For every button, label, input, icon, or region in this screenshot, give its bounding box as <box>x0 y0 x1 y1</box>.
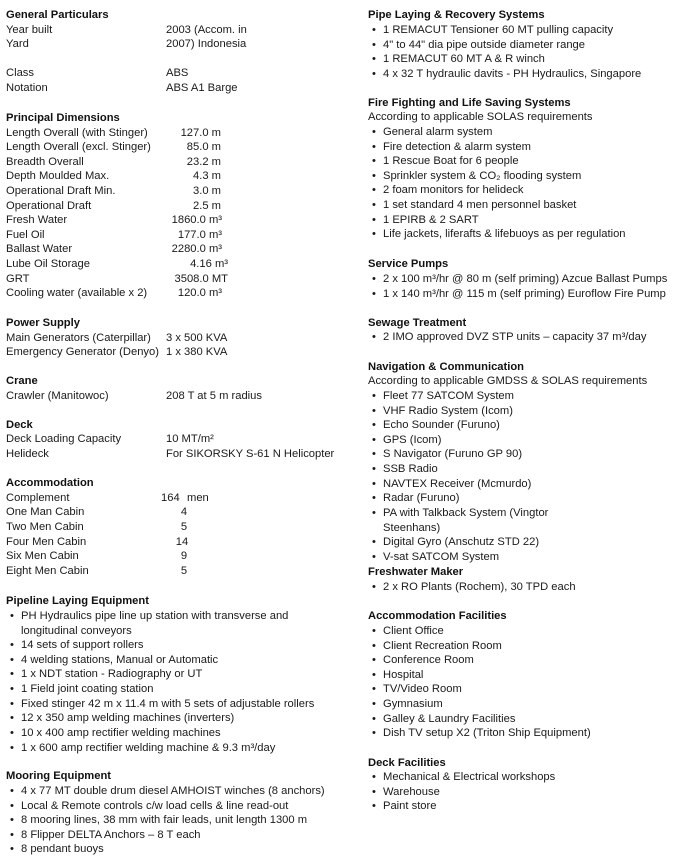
section-title-pumps: Service Pumps <box>368 258 449 270</box>
spec-row <box>6 66 346 81</box>
list-item-text: Local & Remote controls c/w load cells & line read-out <box>21 799 289 812</box>
list-item-text: Fleet 77 SATCOM System <box>383 390 514 402</box>
bullet-icon: • <box>372 492 376 505</box>
list-item-text: 1 Rescue Boat for 6 people <box>383 155 519 168</box>
bullet-icon: • <box>10 712 14 725</box>
list-item-text: Fire detection & alarm system <box>383 140 531 153</box>
spec-label: Helideck <box>6 448 49 460</box>
list-item-text: 8 mooring lines, 38 mm with fair leads, unit length 1300 m <box>21 814 308 827</box>
spec-row <box>6 505 346 520</box>
spec-value: 10 MT/m² <box>166 433 214 445</box>
fire-intro: According to applicable SOLAS requirements <box>368 111 593 123</box>
section-title-navigation: Navigation & Communication <box>368 361 525 373</box>
bullet-icon: • <box>10 697 14 710</box>
spec-value: 208 T at 5 m radius <box>166 390 262 402</box>
spec-row <box>6 549 346 564</box>
spec-row <box>6 126 346 141</box>
bullet-icon: • <box>372 67 376 80</box>
spec-value: 2280.0 m³ <box>171 243 222 256</box>
list-item-text: PH Hydraulics pipe line up station with transverse and <box>21 610 289 622</box>
bullet-icon: • <box>372 477 376 490</box>
spec-value: 127.0 m <box>180 126 221 139</box>
spec-value: 2003 (Accom. in <box>166 24 247 36</box>
bullet-icon: • <box>372 683 376 696</box>
spec-value: 9 <box>180 550 188 562</box>
section-title-deck-facilities: Deck Facilities <box>368 757 446 769</box>
bullet-icon: • <box>372 273 376 285</box>
spec-value: 3 x 500 KVA <box>166 332 228 344</box>
bullet-icon: • <box>372 331 376 343</box>
navigation-intro: According to applicable GMDSS & SOLAS requirements <box>368 375 648 387</box>
spec-label: Ballast Water <box>6 243 73 256</box>
spec-label: Depth Moulded Max. <box>6 170 110 183</box>
spec-value: 2007) Indonesia <box>166 38 247 50</box>
list-item-text: Digital Gyro (Anschutz STD 22) <box>383 536 540 549</box>
spec-label: Emergency Generator (Denyo) <box>6 346 159 358</box>
list-item-text: Radar (Furuno) <box>383 492 460 505</box>
bullet-icon: • <box>10 799 14 812</box>
spec-label: Six Men Cabin <box>6 550 79 562</box>
list-item-text: 1 set standard 4 men personnel basket <box>383 199 577 212</box>
bullet-icon: • <box>372 140 376 153</box>
list-item-text: NAVTEX Receiver (Mcmurdo) <box>383 477 532 490</box>
bullet-icon: • <box>372 38 376 51</box>
section-title-pipe-recovery: Pipe Laying & Recovery Systems <box>368 9 545 21</box>
bullet-icon: • <box>372 698 376 711</box>
list-item-text: Dish TV setup X2 (Triton Ship Equipment) <box>383 727 591 740</box>
spec-value: 14 <box>175 536 189 548</box>
spec-unit: men <box>187 492 209 504</box>
spec-row <box>6 389 346 404</box>
spec-row <box>6 272 346 287</box>
spec-row <box>6 213 346 228</box>
spec-row <box>6 228 346 243</box>
bullet-icon: • <box>372 581 376 593</box>
list-item-text: Paint store <box>383 800 437 813</box>
list-item-text: Hospital <box>383 668 424 681</box>
list-item-text: Client Office <box>383 625 444 637</box>
spec-label: Two Men Cabin <box>6 521 84 533</box>
bullet-icon: • <box>10 668 14 681</box>
bullet-icon: • <box>372 506 376 519</box>
bullet-icon: • <box>372 228 376 241</box>
spec-value: 5 <box>180 565 188 577</box>
section-title-crane: Crane <box>6 375 38 387</box>
spec-label: Operational Draft <box>6 199 92 212</box>
bullet-icon: • <box>372 712 376 725</box>
list-item-text: Fixed stinger 42 m x 11.4 m with 5 sets of adjustable rollers <box>21 697 315 710</box>
list-item-text: 4 x 77 MT double drum diesel AMHOIST winches (8 anchors) <box>21 785 325 797</box>
bullet-icon: • <box>372 448 376 461</box>
list-item-text: Warehouse <box>383 785 440 798</box>
list-item-text: V-sat SATCOM System <box>383 550 500 563</box>
list-item-text: Conference Room <box>383 654 474 667</box>
section-title-dimensions: Principal Dimensions <box>6 112 120 124</box>
bullet-icon: • <box>372 625 376 637</box>
spec-row <box>6 155 346 170</box>
spec-label: Year built <box>6 24 53 36</box>
spec-label: Crawler (Manitowoc) <box>6 390 109 402</box>
spec-row <box>6 286 346 301</box>
list-item-text: 4 x 32 T hydraulic davits - PH Hydraulics, Singapore <box>383 67 642 80</box>
list-item-text: SSB Radio <box>383 463 438 476</box>
spec-value: 1860.0 m³ <box>171 214 222 227</box>
spec-label: Deck Loading Capacity <box>6 433 122 445</box>
section-title-sewage: Sewage Treatment <box>368 317 467 329</box>
list-item-text: S Navigator (Furuno GP 90) <box>383 448 523 461</box>
list-item-text: 1 x NDT station - Radiography or UT <box>21 668 203 681</box>
list-item-text: Gymnasium <box>383 698 443 711</box>
section-title-acc-facilities: Accommodation Facilities <box>368 610 507 622</box>
spec-label: Operational Draft Min. <box>6 184 116 197</box>
list-item-text: 12 x 350 amp welding machines (inverters) <box>21 712 235 725</box>
bullet-icon: • <box>372 536 376 549</box>
bullet-icon: • <box>372 654 376 667</box>
spec-row <box>6 432 346 447</box>
spec-row <box>6 37 346 52</box>
spec-value: 2.5 m <box>193 199 221 212</box>
spec-value: 164 <box>161 492 180 504</box>
spec-value: 23.2 m <box>186 155 221 168</box>
list-item-text: Echo Sounder (Furuno) <box>383 419 500 432</box>
spec-value: For SIKORSKY S-61 N Helicopter <box>166 448 335 460</box>
spec-label: Breadth Overall <box>6 155 84 168</box>
spec-row <box>6 345 346 360</box>
list-item-text: 10 x 400 amp rectifier welding machines <box>21 726 221 739</box>
bullet-icon: • <box>372 463 376 476</box>
bullet-icon: • <box>372 126 376 138</box>
section-title-accommodation: Accommodation <box>6 477 94 489</box>
section-title-general: General Particulars <box>6 9 109 21</box>
bullet-icon: • <box>372 184 376 197</box>
spec-row <box>6 184 346 199</box>
section-title-fire: Fire Fighting and Life Saving Systems <box>368 97 571 109</box>
list-item-text: 8 pendant buoys <box>21 843 104 856</box>
list-item-text: 1 REMACUT Tensioner 60 MT pulling capacity <box>383 24 614 36</box>
list-item-text: PA with Talkback System (Vingtor <box>383 506 549 519</box>
spec-label: Main Generators (Caterpillar) <box>6 332 151 344</box>
bullet-icon: • <box>372 199 376 212</box>
spec-value: 4.3 m <box>193 170 221 183</box>
bullet-icon: • <box>372 727 376 740</box>
spec-label: GRT <box>6 272 30 285</box>
bullet-icon: • <box>372 550 376 563</box>
spec-value: 120.0 m³ <box>177 287 222 300</box>
bullet-icon: • <box>372 419 376 432</box>
bullet-icon: • <box>10 639 14 652</box>
bullet-icon: • <box>372 668 376 681</box>
list-item-text: Sprinkler system & CO₂ flooding system <box>383 169 582 182</box>
spec-label: Fuel Oil <box>6 228 45 241</box>
spec-label: Class <box>6 67 34 79</box>
list-item-text: Client Recreation Room <box>383 639 502 652</box>
spec-row <box>6 491 346 506</box>
list-item-text: Steenhans) <box>383 521 441 534</box>
list-item-text: TV/Video Room <box>383 683 462 696</box>
spec-value: 4 <box>180 506 188 518</box>
spec-row <box>6 564 346 579</box>
list-item-text: 2 x 100 m³/hr @ 80 m (self priming) Azcue Ballast Pumps <box>383 273 668 285</box>
bullet-icon: • <box>372 53 376 66</box>
bullet-icon: • <box>372 24 376 36</box>
spec-label: Yard <box>6 38 29 50</box>
bullet-icon: • <box>10 843 14 856</box>
bullet-icon: • <box>10 726 14 739</box>
bullet-icon: • <box>372 404 376 417</box>
bullet-icon: • <box>10 814 14 827</box>
list-item-text: Mechanical & Electrical workshops <box>383 771 556 783</box>
section-title-pipeline: Pipeline Laying Equipment <box>6 595 149 607</box>
list-item-text: Life jackets, liferafts & lifebuoys as per regulation <box>383 228 626 241</box>
spec-value: 177.0 m³ <box>177 228 222 241</box>
list-item-text: 1 x 600 amp rectifier welding machine & 9.3 m³/day <box>21 741 276 754</box>
spec-row <box>6 23 346 38</box>
list-item-text: GPS (Icom) <box>383 433 442 446</box>
spec-value: 1 x 380 KVA <box>166 346 228 358</box>
spec-label: One Man Cabin <box>6 506 85 518</box>
bullet-icon: • <box>372 155 376 168</box>
list-item-text: 1 x 140 m³/hr @ 115 m (self priming) Euroflow Fire Pump <box>383 287 666 300</box>
spec-value: 3508.0 MT <box>174 272 228 285</box>
bullet-icon: • <box>372 785 376 798</box>
bullet-icon: • <box>372 639 376 652</box>
bullet-icon: • <box>372 169 376 182</box>
spec-row <box>6 81 346 96</box>
spec-value: 4.16 m³ <box>190 258 228 271</box>
list-item-text: 2 foam monitors for helideck <box>383 184 524 197</box>
spec-row <box>6 199 346 214</box>
spec-row <box>6 447 346 462</box>
spec-row <box>6 169 346 184</box>
list-item-text: 1 Field joint coating station <box>21 683 154 696</box>
spec-label: Cooling water (available x 2) <box>6 287 148 300</box>
spec-label: Complement <box>6 492 70 504</box>
spec-value: ABS A1 Barge <box>166 82 238 94</box>
bullet-icon: • <box>10 741 14 754</box>
spec-label: Eight Men Cabin <box>6 565 89 577</box>
spec-row <box>6 242 346 257</box>
bullet-icon: • <box>10 610 14 622</box>
list-item-text: 2 x RO Plants (Rochem), 30 TPD each <box>383 581 576 593</box>
list-item-text: 4 welding stations, Manual or Automatic <box>21 653 219 666</box>
section-title-freshwater: Freshwater Maker <box>368 566 464 578</box>
list-item-text: longitudinal conveyors <box>21 624 132 637</box>
list-item-text: VHF Radio System (Icom) <box>383 404 513 417</box>
bullet-icon: • <box>372 800 376 813</box>
list-item-text: 14 sets of support rollers <box>21 639 144 652</box>
section-title-deck: Deck <box>6 419 33 431</box>
spec-row <box>6 257 346 272</box>
spec-row <box>6 520 346 535</box>
list-item-text: 8 Flipper DELTA Anchors – 8 T each <box>21 828 201 841</box>
section-title-power: Power Supply <box>6 317 80 329</box>
bullet-icon: • <box>10 828 14 841</box>
list-item-text: 2 IMO approved DVZ STP units – capacity 37 m³/day <box>383 331 647 343</box>
spec-label: Fresh Water <box>6 214 68 227</box>
bullet-icon: • <box>10 683 14 696</box>
spec-value: 3.0 m <box>193 184 221 197</box>
list-item-text: General alarm system <box>383 126 493 138</box>
spec-label: Four Men Cabin <box>6 536 87 548</box>
bullet-icon: • <box>372 433 376 446</box>
list-item-text: 1 REMACUT 60 MT A & R winch <box>383 53 545 66</box>
list-item-text: Galley & Laundry Facilities <box>383 712 516 725</box>
spec-label: Notation <box>6 82 48 94</box>
bullet-icon: • <box>372 213 376 226</box>
spec-value: 5 <box>180 521 188 533</box>
spec-row <box>6 140 346 155</box>
list-item-text: 1 EPIRB & 2 SART <box>383 213 479 226</box>
list-item-text: 4" to 44" dia pipe outside diameter range <box>383 38 585 51</box>
spec-row <box>6 331 346 346</box>
bullet-icon: • <box>372 390 376 402</box>
spec-label: Lube Oil Storage <box>6 258 90 271</box>
section-title-mooring: Mooring Equipment <box>6 770 112 782</box>
bullet-icon: • <box>10 653 14 666</box>
bullet-icon: • <box>372 771 376 783</box>
spec-value: ABS <box>166 67 189 79</box>
spec-label: Length Overall (excl. Stinger) <box>6 141 151 154</box>
spec-row <box>6 535 346 550</box>
spec-label: Length Overall (with Stinger) <box>6 126 148 139</box>
bullet-icon: • <box>372 287 376 300</box>
spec-value: 85.0 m <box>186 141 221 154</box>
bullet-icon: • <box>10 785 14 797</box>
